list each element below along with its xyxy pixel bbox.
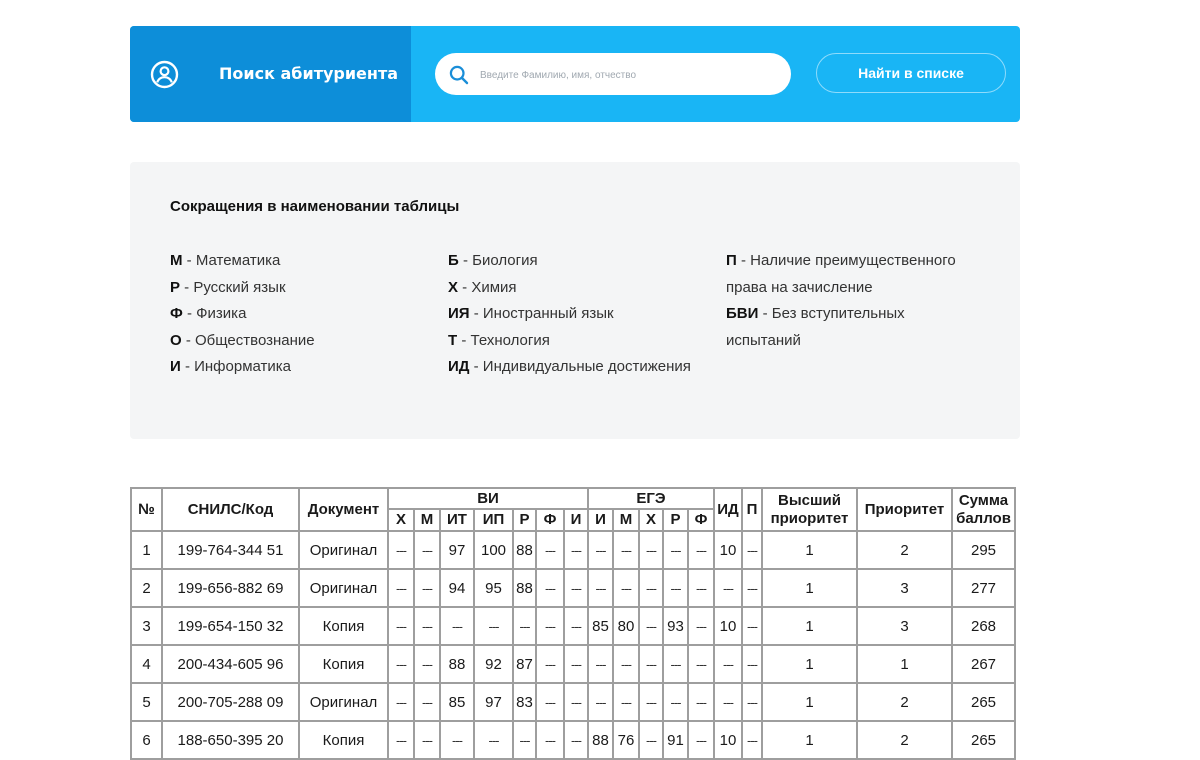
cell-ege-score: ---: [588, 645, 613, 683]
cell-snils: 200-434-605 96: [162, 645, 299, 683]
col-subheader-ege: Ф: [688, 509, 714, 531]
cell-document: Оригинал: [299, 531, 388, 569]
cell-vi-score: ---: [440, 607, 474, 645]
cell-vi-score: ---: [414, 721, 440, 759]
legend-item: О - Обществознание: [170, 331, 315, 349]
cell-sum: 267: [952, 645, 1015, 683]
legend-item: П - Наличие преимущественного права на зачисление: [726, 252, 956, 296]
applicants-table-wrapper: [130, 487, 1016, 760]
cell-ege-score: ---: [588, 569, 613, 607]
cell-ege-score: ---: [663, 569, 688, 607]
cell-ege-score: 85: [588, 607, 613, 645]
cell-ege-score: 76: [613, 721, 639, 759]
col-subheader-vi: Ф: [536, 509, 564, 531]
col-header-id: ИД: [714, 488, 742, 531]
cell-priority: 3: [857, 607, 952, 645]
col-subheader-vi: М: [414, 509, 440, 531]
cell-priority: 1: [857, 645, 952, 683]
cell-id: ---: [714, 645, 742, 683]
col-header-snils: СНИЛС/Код: [162, 488, 299, 531]
cell-num: 4: [131, 645, 162, 683]
cell-highest-priority: 1: [762, 683, 857, 721]
cell-num: 3: [131, 607, 162, 645]
cell-vi-score: ---: [388, 721, 414, 759]
cell-id: 10: [714, 607, 742, 645]
cell-document: Копия: [299, 721, 388, 759]
cell-document: Копия: [299, 645, 388, 683]
table-row: [131, 607, 1015, 645]
cell-highest-priority: 1: [762, 607, 857, 645]
cell-vi-score: ---: [414, 531, 440, 569]
table-body: [131, 531, 1015, 759]
find-in-list-button[interactable]: Найти в списке: [816, 53, 1006, 93]
search-field[interactable]: [435, 53, 791, 95]
table-row: [131, 645, 1015, 683]
search-title: Поиск абитуриента: [219, 64, 399, 83]
cell-vi-score: 97: [474, 683, 513, 721]
cell-ege-score: 80: [613, 607, 639, 645]
legend-item: Р - Русский язык: [170, 278, 286, 296]
cell-num: 6: [131, 721, 162, 759]
cell-vi-score: 83: [513, 683, 536, 721]
cell-ege-score: ---: [639, 721, 663, 759]
cell-vi-score: ---: [513, 607, 536, 645]
legend-title: Сокращения в наименовании таблицы: [170, 198, 460, 215]
col-header-num: №: [131, 488, 162, 531]
col-subheader-vi: ИП: [474, 509, 513, 531]
table-row: [131, 531, 1015, 569]
cell-sum: 277: [952, 569, 1015, 607]
cell-vi-score: 94: [440, 569, 474, 607]
cell-document: Оригинал: [299, 569, 388, 607]
cell-vi-score: ---: [564, 721, 588, 759]
col-header-sum: Сумма баллов: [952, 488, 1015, 531]
cell-vi-score: ---: [564, 569, 588, 607]
cell-vi-score: ---: [388, 683, 414, 721]
cell-vi-score: 88: [513, 531, 536, 569]
col-subheader-vi: ИТ: [440, 509, 474, 531]
cell-p: ---: [742, 683, 762, 721]
cell-vi-score: ---: [440, 721, 474, 759]
legend-item: М - Математика: [170, 252, 281, 269]
cell-vi-score: ---: [414, 683, 440, 721]
legend-item: ИД - Индивидуальные достижения: [448, 358, 691, 376]
cell-document: Копия: [299, 607, 388, 645]
cell-ege-score: ---: [613, 569, 639, 607]
cell-vi-score: ---: [388, 645, 414, 683]
cell-vi-score: 88: [513, 569, 536, 607]
legend-column-2: [448, 248, 698, 381]
table-header-row: [131, 488, 1015, 509]
legend-item: ИЯ - Иностранный язык: [448, 305, 614, 323]
search-icon: [449, 65, 469, 85]
cell-vi-score: 88: [440, 645, 474, 683]
cell-id: 10: [714, 531, 742, 569]
col-subheader-vi: И: [564, 509, 588, 531]
cell-highest-priority: 1: [762, 569, 857, 607]
cell-snils: 199-656-882 69: [162, 569, 299, 607]
abbreviations-legend: [130, 162, 1020, 439]
col-header-document: Документ: [299, 488, 388, 531]
cell-snils: 188-650-395 20: [162, 721, 299, 759]
cell-vi-score: ---: [536, 645, 564, 683]
cell-highest-priority: 1: [762, 721, 857, 759]
applicant-search-bar: [130, 26, 1020, 122]
cell-vi-score: 92: [474, 645, 513, 683]
cell-vi-score: ---: [414, 607, 440, 645]
cell-priority: 2: [857, 721, 952, 759]
col-header-vi: ВИ: [388, 488, 588, 509]
cell-vi-score: 97: [440, 531, 474, 569]
col-subheader-ege: Р: [663, 509, 688, 531]
cell-sum: 265: [952, 683, 1015, 721]
cell-ege-score: ---: [688, 645, 714, 683]
cell-ege-score: ---: [639, 683, 663, 721]
cell-snils: 199-764-344 51: [162, 531, 299, 569]
cell-vi-score: ---: [564, 607, 588, 645]
cell-document: Оригинал: [299, 683, 388, 721]
cell-p: ---: [742, 645, 762, 683]
user-circle-icon: [150, 60, 179, 89]
cell-ege-score: ---: [688, 607, 714, 645]
col-subheader-vi: Р: [513, 509, 536, 531]
legend-item: Х - Химия: [448, 278, 517, 296]
legend-column-1: [170, 248, 420, 381]
col-header-ege: ЕГЭ: [588, 488, 714, 509]
cell-sum: 268: [952, 607, 1015, 645]
cell-priority: 2: [857, 531, 952, 569]
cell-p: ---: [742, 607, 762, 645]
cell-vi-score: 87: [513, 645, 536, 683]
cell-ege-score: ---: [639, 531, 663, 569]
cell-ege-score: ---: [639, 645, 663, 683]
cell-vi-score: ---: [388, 531, 414, 569]
cell-vi-score: ---: [414, 569, 440, 607]
cell-snils: 200-705-288 09: [162, 683, 299, 721]
cell-vi-score: ---: [536, 683, 564, 721]
table-row: [131, 721, 1015, 759]
cell-vi-score: ---: [536, 721, 564, 759]
cell-snils: 199-654-150 32: [162, 607, 299, 645]
cell-ege-score: 93: [663, 607, 688, 645]
cell-highest-priority: 1: [762, 531, 857, 569]
cell-vi-score: ---: [564, 683, 588, 721]
table-row: [131, 569, 1015, 607]
search-label-block: [130, 26, 411, 122]
cell-ege-score: 88: [588, 721, 613, 759]
cell-ege-score: ---: [588, 531, 613, 569]
cell-ege-score: ---: [588, 683, 613, 721]
col-header-p: П: [742, 488, 762, 531]
cell-sum: 265: [952, 721, 1015, 759]
cell-ege-score: ---: [688, 683, 714, 721]
legend-item: БВИ - Без вступительных испытаний: [726, 305, 905, 349]
search-input[interactable]: [478, 61, 782, 89]
col-subheader-ege: Х: [639, 509, 663, 531]
cell-p: ---: [742, 531, 762, 569]
cell-vi-score: ---: [536, 531, 564, 569]
legend-column-3: [726, 248, 976, 354]
cell-priority: 3: [857, 569, 952, 607]
cell-ege-score: ---: [639, 569, 663, 607]
col-subheader-ege: М: [613, 509, 639, 531]
cell-vi-score: 100: [474, 531, 513, 569]
col-subheader-ege: И: [588, 509, 613, 531]
cell-ege-score: ---: [688, 569, 714, 607]
cell-id: ---: [714, 569, 742, 607]
cell-vi-score: 85: [440, 683, 474, 721]
cell-sum: 295: [952, 531, 1015, 569]
cell-num: 5: [131, 683, 162, 721]
cell-vi-score: ---: [474, 721, 513, 759]
cell-vi-score: ---: [388, 569, 414, 607]
legend-item: Т - Технология: [448, 331, 550, 349]
cell-id: ---: [714, 683, 742, 721]
cell-vi-score: 95: [474, 569, 513, 607]
legend-item: Б - Биология: [448, 252, 538, 269]
cell-vi-score: ---: [564, 645, 588, 683]
col-subheader-vi: Х: [388, 509, 414, 531]
cell-highest-priority: 1: [762, 645, 857, 683]
cell-vi-score: ---: [414, 645, 440, 683]
cell-vi-score: ---: [564, 531, 588, 569]
cell-vi-score: ---: [513, 721, 536, 759]
cell-ege-score: ---: [688, 721, 714, 759]
cell-vi-score: ---: [388, 607, 414, 645]
cell-p: ---: [742, 721, 762, 759]
table-row: [131, 683, 1015, 721]
cell-ege-score: ---: [613, 531, 639, 569]
cell-ege-score: ---: [613, 683, 639, 721]
applicants-table: [130, 487, 1016, 760]
cell-id: 10: [714, 721, 742, 759]
cell-vi-score: ---: [536, 607, 564, 645]
cell-num: 2: [131, 569, 162, 607]
cell-ege-score: ---: [639, 607, 663, 645]
cell-ege-score: ---: [688, 531, 714, 569]
col-header-priority: Приоритет: [857, 488, 952, 531]
cell-num: 1: [131, 531, 162, 569]
cell-vi-score: ---: [474, 607, 513, 645]
cell-priority: 2: [857, 683, 952, 721]
legend-item: И - Информатика: [170, 358, 292, 376]
legend-item: Ф - Физика: [170, 305, 247, 323]
cell-vi-score: ---: [536, 569, 564, 607]
cell-ege-score: ---: [663, 531, 688, 569]
cell-ege-score: ---: [613, 645, 639, 683]
cell-p: ---: [742, 569, 762, 607]
cell-ege-score: ---: [663, 645, 688, 683]
cell-ege-score: ---: [663, 683, 688, 721]
cell-ege-score: 91: [663, 721, 688, 759]
col-header-highest-priority: Высший приоритет: [762, 488, 857, 531]
